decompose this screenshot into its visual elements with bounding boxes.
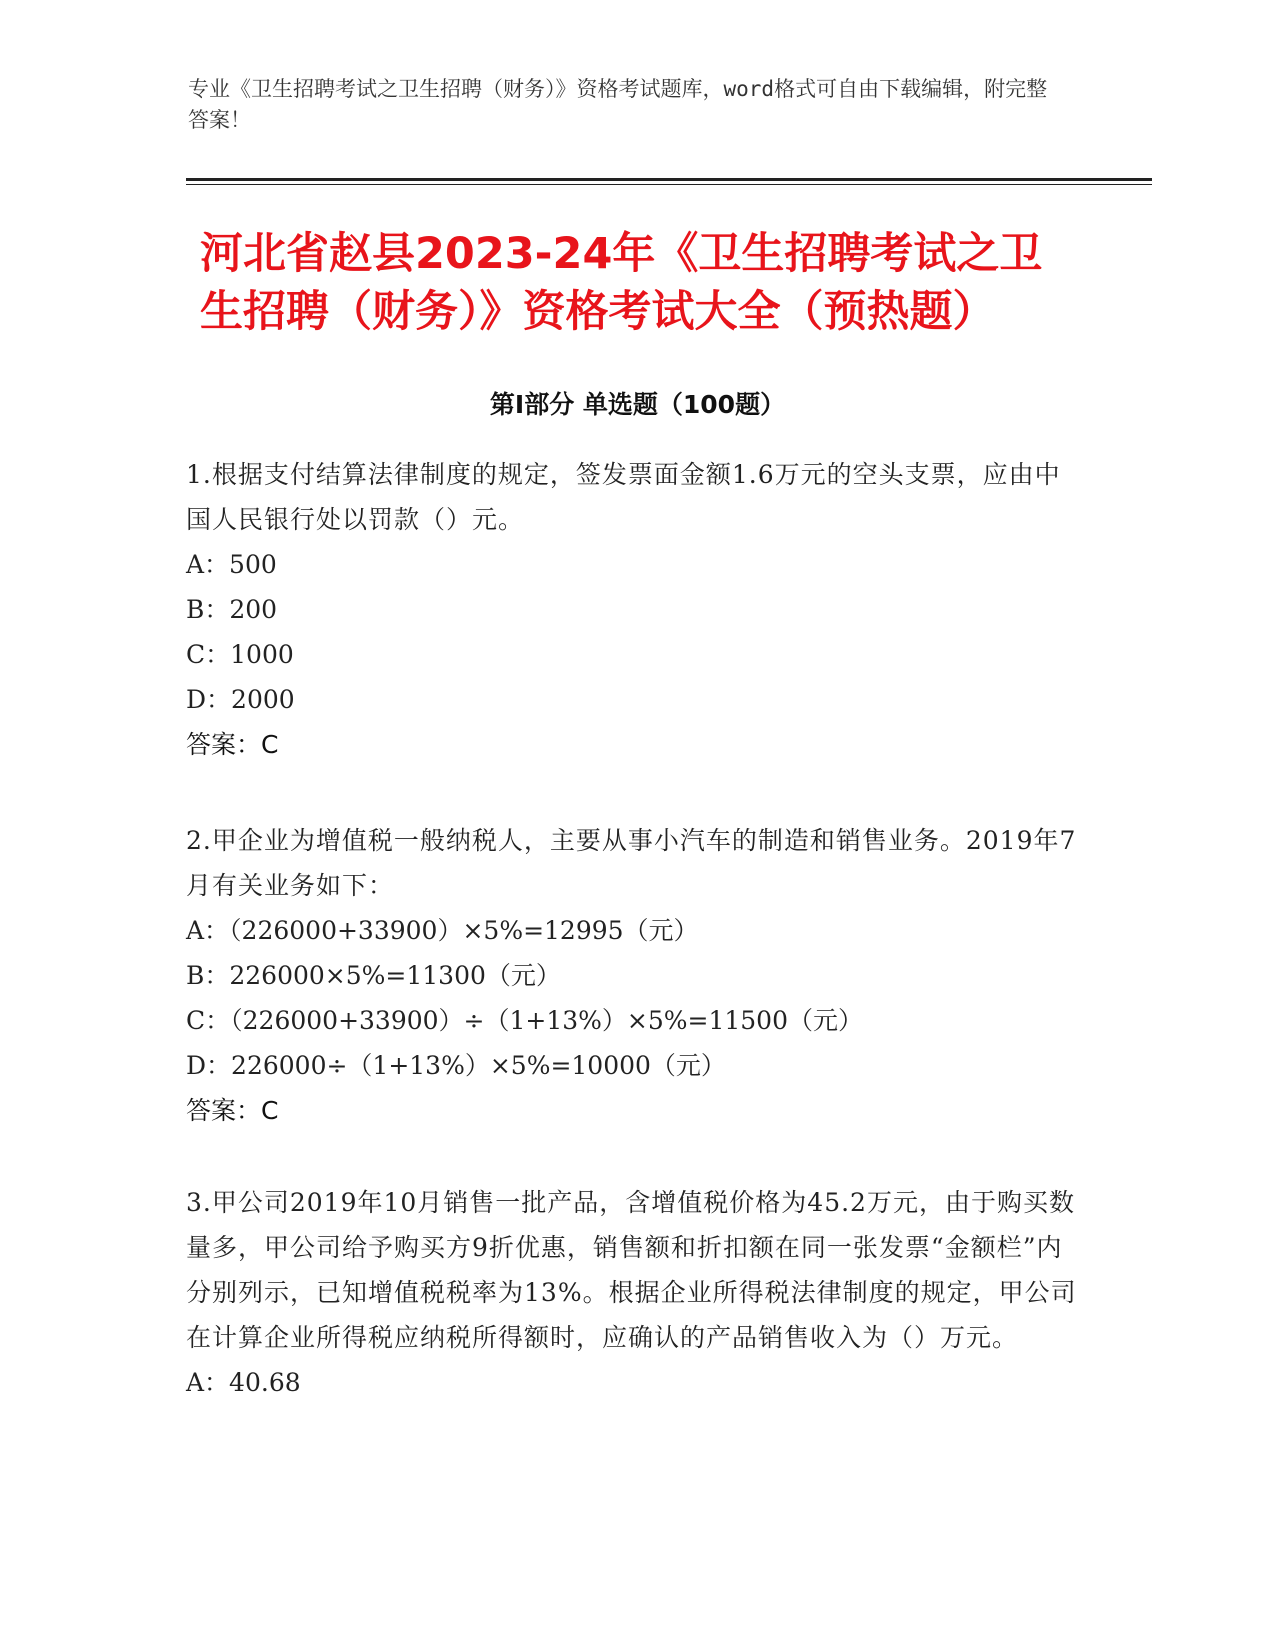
document-title: 河北省赵县2023-24年《卫生招聘考试之卫生招聘（财务）》资格考试大全（预热题） xyxy=(200,229,1043,337)
option-a: A：（226000+33900）×5%=12995（元） xyxy=(186,916,699,945)
answer: 答案：C xyxy=(186,1096,279,1125)
option-a: A：500 xyxy=(186,550,277,579)
option-d: D：2000 xyxy=(186,685,295,714)
option-b: B：226000×5%=11300（元） xyxy=(186,961,561,990)
question-3 xyxy=(186,1180,1086,1405)
question-2 xyxy=(186,818,1086,1133)
header-note: 专业《卫生招聘考试之卫生招聘（财务）》资格考试题库，word格式可自由下载编辑，附完整答案！ xyxy=(188,77,1048,132)
option-b: B：200 xyxy=(186,595,278,624)
option-a: A：40.68 xyxy=(186,1368,301,1397)
header-divider-thin xyxy=(186,184,1152,185)
section-title: 第Ⅰ部分 单选题（100题） xyxy=(489,390,786,419)
question-text: 2.甲企业为增值税一般纳税人，主要从事小汽车的制造和销售业务。2019年7月有关业务如下： xyxy=(186,826,1077,900)
question-text: 1.根据支付结算法律制度的规定，签发票面金额1.6万元的空头支票，应由中国人民银行处以罚款（）元。 xyxy=(186,460,1061,534)
answer: 答案：C xyxy=(186,730,279,759)
option-d: D：226000÷（1+13%）×5%=10000（元） xyxy=(186,1051,726,1080)
option-c: C：1000 xyxy=(186,640,294,669)
header-divider-thick xyxy=(186,178,1152,181)
option-c: C：（226000+33900）÷（1+13%）×5%=11500（元） xyxy=(186,1006,863,1035)
question-1 xyxy=(186,452,1086,767)
question-text: 3.甲公司2019年10月销售一批产品，含增值税价格为45.2万元，由于购买数量多，甲公司给予购买方9折优惠，销售额和折扣额在同一张发票“金额栏”内分别列示，已知增值税税率为13%。根据企业所得税法律制度的规定，甲公司在计算企业所得税应纳税所得额时，应确认的产品销售收入为（）万元。 xyxy=(186,1188,1077,1352)
